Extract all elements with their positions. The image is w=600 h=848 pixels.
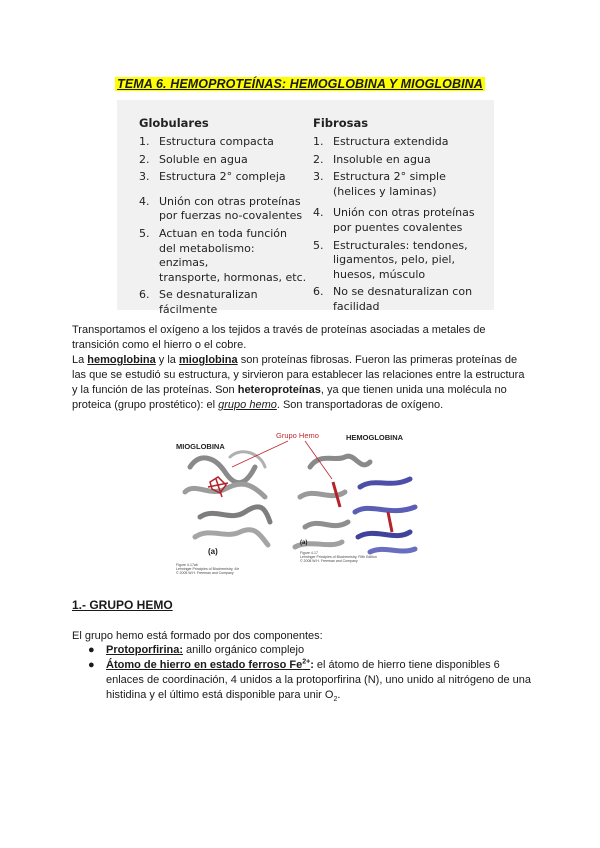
- globulares-item: 5. Actuan en toda función del metabolismo: enzimas, transporte, hormonas, etc.: [139, 226, 307, 284]
- caption-right: Figure 4-17 Lehninger Principles of Biochemistry, Fifth Edition © 2008 W.H. Freeman and Company: [300, 551, 377, 563]
- components-list: [72, 643, 532, 703]
- fibrosas-column: [313, 116, 493, 318]
- fibrosas-header: Fibrosas: [313, 116, 369, 130]
- globulares-item: 6. Se desnaturalizan fácilmente: [139, 288, 258, 316]
- fibrosas-item: 2. Insoluble en agua: [313, 152, 431, 166]
- fibrosas-item: 5. Estructurales: tendones, ligamentos, pelo, piel, huesos, músculo: [313, 238, 468, 281]
- section-title-grupo-hemo: 1.- GRUPO HEMO: [72, 598, 173, 612]
- term-protoporfirina: Protoporfirina:: [106, 644, 183, 656]
- list-item: ● Átomo de hierro en estado ferroso $Fe^{2+}$: el átomo de hierro tiene disponibles 6 enlaces de coordinación, 4 unidos a la protoporfirina (N), uno unido al nitrógeno de una histidina y el último está disponible para unir $O_2$.: [88, 658, 532, 704]
- globulares-item: 3. Estructura 2° compleja: [139, 170, 286, 184]
- term-heteroproteinas: heteroproteínas: [237, 384, 321, 396]
- mioglobina-label: MIOGLOBINA: [176, 442, 225, 451]
- protein-structure-figure: [170, 427, 432, 577]
- fibrosas-item: 4. Unión con otras proteínas por puentes covalentes: [313, 206, 475, 234]
- myoglobin-ribbon: [185, 452, 270, 545]
- list-item: ● Protoporfirina: anillo orgánico complejo: [88, 644, 305, 656]
- paragraph-grupo-hemo-intro: El grupo hemo está formado por dos componentes:: [72, 630, 323, 642]
- hemoglobin-ribbon: [295, 456, 415, 552]
- grupo-hemo-link[interactable]: grupo hemo: [218, 399, 277, 411]
- globulares-column: [139, 116, 307, 321]
- globulares-item: 2. Soluble en agua: [139, 152, 248, 166]
- caption-left: Figure 4-17ab Lehninger Principles of Biochemistry, 4/e © 2005 W.H. Freeman and Company: [176, 563, 240, 575]
- term-atomo-hierro: Átomo de hierro en estado ferroso $Fe^{2+}$: [106, 658, 311, 671]
- paragraph-hemoproteins: La hemoglobina y la mioglobina son proteínas fibrosas. Fueron las primeras proteínas de las que se estudió su estructura, y sirvieron para establecer las relaciones entre la estructura y la función de las proteínas. Son heteroproteínas, ya que tienen unida una molécula no proteica (grupo prostético): el grupo hemo. Son transportadoras de oxígeno.: [72, 354, 525, 411]
- bullet-dot-icon: ●: [88, 659, 95, 671]
- globulares-item: 4. Unión con otras proteínas por fuerzas no-covalentes: [139, 194, 303, 223]
- term-hemoglobina: hemoglobina: [87, 354, 156, 366]
- term-mioglobina: mioglobina: [178, 354, 238, 366]
- paragraph-transport: Transportamos el oxígeno a los tejidos a través de proteínas asociadas a metales de transición como el hierro o el cobre.: [72, 324, 486, 351]
- fibrosas-item: 1. Estructura extendida: [313, 135, 449, 148]
- globulares-header: Globulares: [139, 116, 209, 130]
- hemoglobina-label: HEMOGLOBINA: [346, 433, 404, 442]
- panel-a-left: (a): [208, 547, 218, 556]
- panel-a-right: (a): [300, 540, 308, 546]
- globulares-item: 1. Estructura compacta: [139, 135, 274, 148]
- comparison-table-image: [117, 100, 494, 316]
- title-container: [0, 75, 600, 93]
- grupo-hemo-arrow: [232, 441, 288, 467]
- page-title: TEMA 6. HEMOPROTEÍNAS: HEMOGLOBINA Y MIOGLOBINA: [117, 77, 483, 91]
- fibrosas-item: 6. No se desnaturalizan con facilidad: [313, 285, 473, 313]
- myoglobin-heme: [208, 477, 228, 497]
- grupo-hemo-label: Grupo Hemo: [276, 431, 319, 440]
- bullet-dot-icon: ●: [88, 644, 95, 656]
- fibrosas-item: 3. Estructura 2° simple (helices y laminas): [313, 170, 446, 198]
